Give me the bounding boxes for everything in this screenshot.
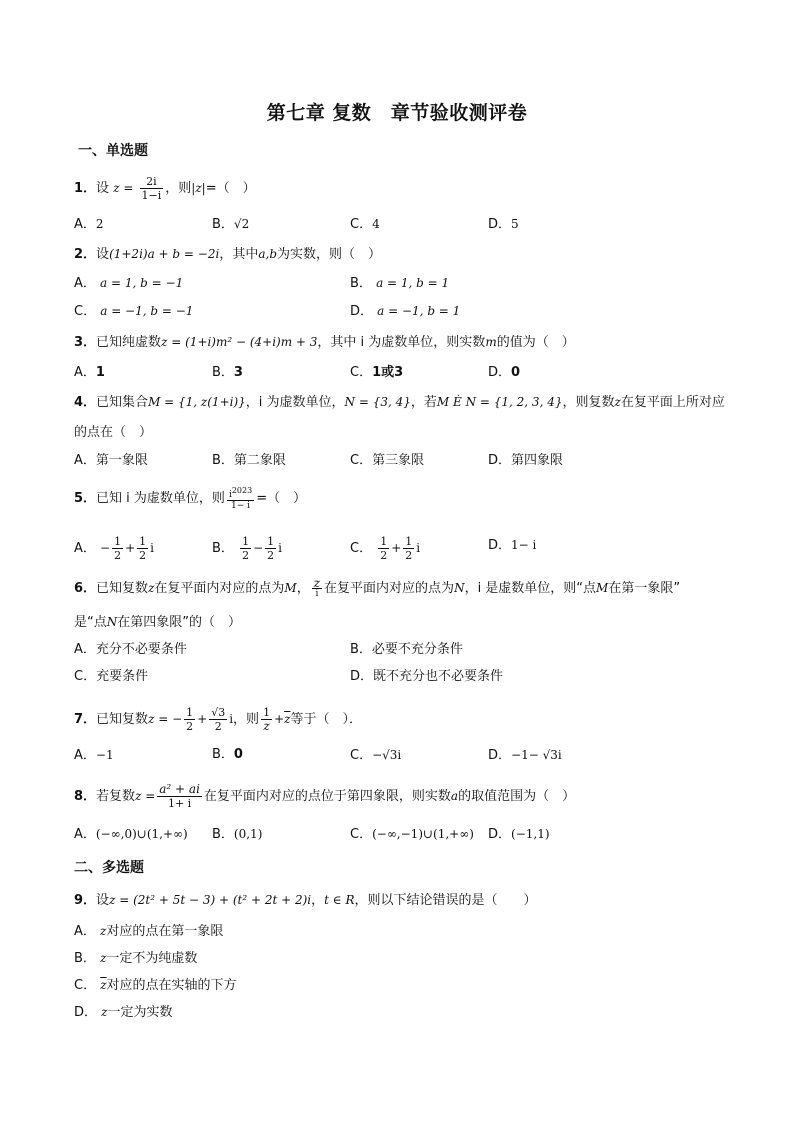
- option-a[interactable]: A． a = 1, b = −1: [74, 276, 184, 291]
- option-a[interactable]: A． − $\frac{1}{2}$ + $\frac{1}{2}$ i: [74, 535, 155, 562]
- option-a[interactable]: A．充分不必要条件: [74, 642, 187, 657]
- option-d[interactable]: D．(−1,1): [488, 827, 550, 842]
- option-a[interactable]: A． z对应的点在第一象限: [74, 924, 224, 939]
- option-b[interactable]: B．0: [212, 747, 243, 762]
- option-a[interactable]: A．(−∞,0)∪(1,+∞): [74, 827, 188, 842]
- section-multiple-choice: 二、多选题: [74, 860, 144, 876]
- option-d[interactable]: D．既不充分也不必要条件: [350, 669, 504, 684]
- option-a[interactable]: A．1: [74, 365, 105, 380]
- option-c[interactable]: C．(−∞,−1)∪(1,+∞): [350, 827, 474, 842]
- option-b[interactable]: B．必要不充分条件: [350, 642, 463, 657]
- option-a[interactable]: A．2: [74, 217, 104, 232]
- option-b[interactable]: B．第二象限: [212, 453, 286, 468]
- option-d[interactable]: D．第四象限: [488, 453, 564, 468]
- option-b[interactable]: B．√2: [212, 217, 250, 232]
- option-c[interactable]: C．−√3i: [350, 748, 402, 763]
- option-d[interactable]: D．−1− √3i: [488, 748, 562, 763]
- question-6-cont: 是“点N在第四象限”的（ ）: [74, 615, 241, 630]
- option-b[interactable]: B． a = 1, b = 1: [350, 276, 450, 291]
- option-b[interactable]: B． z一定不为纯虚数: [74, 951, 198, 966]
- option-c[interactable]: C． $\frac{1}{2}$ + $\frac{1}{2}$ i: [350, 535, 421, 562]
- fraction: $\frac{z}{i}$: [313, 576, 321, 599]
- option-a[interactable]: A．−1: [74, 748, 114, 763]
- question-9: 9．设z = (2t² + 5t − 3) + (t² + 2t + 2)i，t ∈ R，则以下结论错误的是（ ）: [74, 893, 537, 908]
- question-8: 8．若复数z = $\frac{\text{a² + ai}}{1+ i}$ 在复平面内对应的点位于第四象限，则实数a的取值范围为（ ）: [74, 782, 576, 810]
- option-b[interactable]: B． $\frac{1}{2}$ − $\frac{1}{2}$ i: [212, 535, 282, 562]
- option-c[interactable]: C． a = −1, b = −1: [74, 304, 194, 319]
- option-d[interactable]: D．1− i: [488, 538, 537, 553]
- question-1: 1．设 z = $\frac{2i}{1-i}$ ，则|z|=（ ）: [74, 175, 256, 202]
- option-c[interactable]: C．4: [350, 217, 380, 232]
- option-d[interactable]: D． z一定为实数: [74, 1005, 173, 1020]
- question-4: 4．已知集合M = {1, z(1+i)}，i 为虚数单位，N = {3, 4}，若M È N = {1, 2, 3, 4}，则复数z在复平面上所对应: [74, 395, 725, 410]
- section-single-choice: 一、单选题: [78, 143, 148, 159]
- page-title: 第七章 复数 章节验收测评卷: [266, 102, 528, 124]
- fraction: $\frac{2i}{1-i}$: [141, 175, 162, 202]
- option-c[interactable]: C．充要条件: [74, 669, 149, 684]
- question-6: 6．已知复数z在复平面内对应的点为M， $\frac{z}{i}$ 在复平面内对应的点为N，i 是虚数单位，则“点M在第一象限”: [74, 576, 681, 599]
- option-a[interactable]: A．第一象限: [74, 453, 148, 468]
- option-d[interactable]: D．0: [488, 365, 521, 380]
- question-2: 2．设(1+2i)a + b = −2i，其中a,b为实数，则（ ）: [74, 247, 382, 262]
- question-5: 5．已知 i 为虚数单位，则 $\frac{i^{2023}}{1- i}$ =（ ）: [74, 486, 307, 511]
- question-7: 7．已知复数z = − $\frac{1}{2}$ + $\frac{√3}{2}$ i，则 $\frac{1}{z}$ $+\overline{z}$等于（ ）．: [74, 706, 362, 733]
- fraction: $\frac{i^{2023}}{1- i}$: [228, 486, 253, 511]
- option-c[interactable]: C． $\overline{z}$对应的点在实轴的下方: [74, 978, 237, 993]
- option-d[interactable]: D． a = −1, b = 1: [350, 304, 461, 319]
- option-b[interactable]: B．3: [212, 365, 243, 380]
- option-b[interactable]: B．(0,1): [212, 827, 263, 842]
- question-4-cont: 的点在（ ）: [74, 425, 153, 440]
- option-c[interactable]: C．1或3: [350, 365, 404, 380]
- option-d[interactable]: D．5: [488, 217, 519, 232]
- option-c[interactable]: C．第三象限: [350, 453, 425, 468]
- question-3: 3．已知纯虚数z = (1+i)m² − (4+i)m + 3，其中 i 为虚数单位，则实数m的值为（ ）: [74, 335, 575, 350]
